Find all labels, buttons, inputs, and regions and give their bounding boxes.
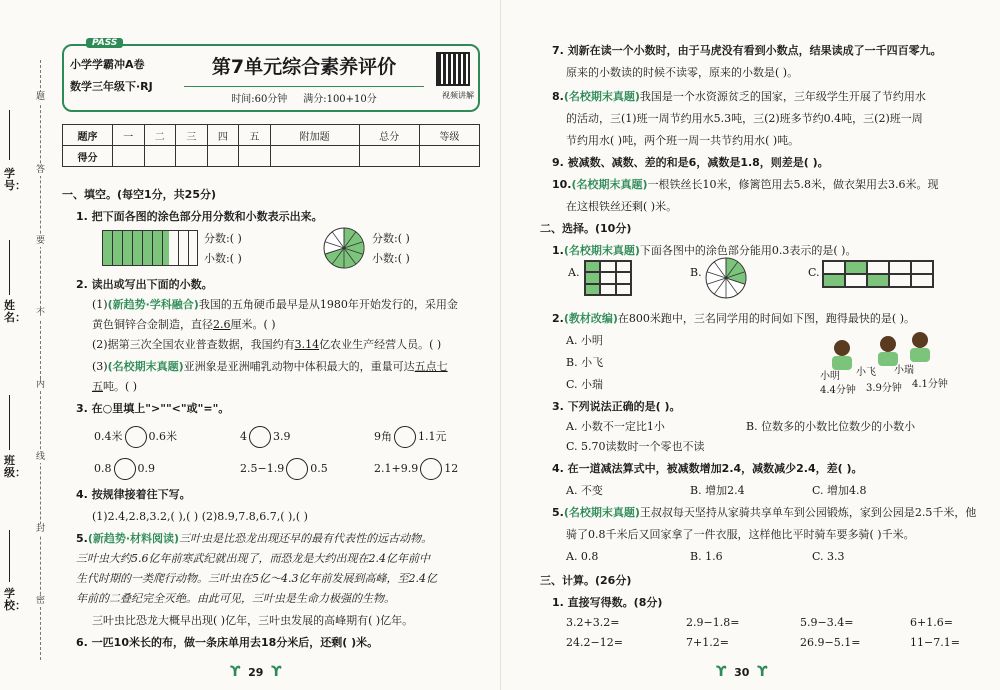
table-cell: 附加题: [270, 125, 359, 146]
table-cell: 二: [144, 125, 176, 146]
answer-blank[interactable]: 厘米。( ): [230, 318, 276, 331]
choice-5: [552, 506, 976, 520]
compare-circle[interactable]: [394, 426, 416, 448]
score-input[interactable]: [419, 146, 479, 167]
seal-char: 密: [36, 596, 48, 607]
section-fill-blank: 一、填空。(每空1分，共25分): [62, 188, 217, 201]
reading-line: 生代时期的一类爬行动物。三叶虫在5亿～4.3亿年前发展到高峰，至2.4亿: [76, 572, 437, 585]
q-text: 黄色铜锌合金制造，直径: [92, 318, 213, 331]
pass-logo: PASS: [86, 38, 123, 48]
compare-circle[interactable]: [249, 426, 271, 448]
underlined-number: 3.14: [294, 338, 320, 351]
class-label: 班级：: [4, 454, 26, 479]
sprout-icon: ϒ: [716, 664, 727, 680]
q-num: (1): [92, 298, 108, 311]
compare-left: 2.1+9.9: [374, 462, 419, 475]
q-text: 我国的五角硬币最早是从1980年开始发行的，采用金: [198, 298, 458, 311]
runner-name: 小瑞: [894, 365, 914, 376]
choice-5-option[interactable]: C. 3.3: [812, 550, 845, 563]
q-num: 1.: [552, 244, 564, 257]
table-cell: 题序: [63, 125, 113, 146]
reading-line: 三叶虫大约5.6亿年前寒武纪就出现了，而恐龙是大约出现在2.4亿年前中: [76, 552, 430, 565]
question-8-line2: 的活动，三(1)班一周节约用水5.3吨，三(2)班多节约0.4吨，三(2)班一周: [566, 112, 923, 125]
table-cell: 四: [207, 125, 239, 146]
grade-name: 数学三年级下·RJ: [70, 80, 153, 93]
table-cell: 三: [176, 125, 208, 146]
score-input[interactable]: [176, 146, 208, 167]
q-text: 一根铁丝长10米，修篱笆用去5.8米，做衣架用去3.6米。现: [647, 178, 939, 191]
choice-5-cont[interactable]: 骑了0.8千米后又回家拿了一件衣服，这样他比平时骑车要多骑( )千米。: [566, 528, 915, 541]
compare-right: 0.5: [310, 462, 328, 475]
sprout-icon: ϒ: [271, 664, 282, 680]
runner-time: 4.4分钟: [820, 385, 856, 396]
question-2-2: [92, 338, 441, 352]
school-label: 学校：: [4, 587, 26, 612]
compare-right: 0.9: [137, 462, 155, 475]
student-id-line: [9, 110, 10, 160]
tag-label: (名校期末真题): [107, 360, 184, 373]
option-b-label[interactable]: B.: [690, 266, 702, 279]
q-text: 王叔叔每天坚持从家骑共享单车到公园锻炼，家到公园是2.5千米，他: [639, 506, 977, 519]
compare-circle[interactable]: [114, 458, 136, 480]
runner-body-icon: [832, 356, 852, 370]
choice-5-option[interactable]: B. 1.6: [690, 550, 723, 563]
choice-4-option[interactable]: A. 不变: [566, 484, 603, 497]
series-name: 小学学霸冲A卷: [70, 58, 145, 71]
q-text: 下面各图中的涂色部分能用0.3表示的是( )。: [639, 244, 857, 257]
runner-time: 4.1分钟: [912, 379, 948, 390]
section-choice: 二、选择。(10分): [540, 222, 632, 235]
question-2-3: [92, 360, 448, 374]
table-cell: 五: [239, 125, 271, 146]
tag-label: (名校期末真题): [563, 244, 640, 257]
sequence-answers[interactable]: (1)2.4,2.8,3.2,( ),( ) (2)8.9,7.8,6.7,( ),( ): [92, 510, 308, 523]
choice-2-option[interactable]: C. 小瑞: [566, 378, 604, 391]
question-8-line3[interactable]: 节约用水( )吨，两个班一周一共节约用水( )吨。: [566, 134, 800, 147]
runner-time: 3.9分钟: [866, 383, 902, 394]
compare-left: 4: [240, 430, 247, 443]
seal-char: 线: [36, 452, 48, 463]
question-2: 2. 读出或写出下面的小数。: [76, 278, 213, 291]
compare-right: 0.6米: [148, 430, 177, 443]
grid-figure-a: [584, 260, 632, 296]
runner-body-icon: [910, 348, 930, 362]
option-a-label[interactable]: A.: [568, 266, 580, 279]
choice-3-option-b[interactable]: B. 位数多的小数比位数少的小数小: [746, 420, 916, 433]
q-num: 5.: [552, 506, 564, 519]
student-id-label: 学号：: [4, 167, 26, 192]
answer-decimal-b[interactable]: 小数:( ): [372, 252, 410, 265]
compare-item: [240, 426, 291, 448]
answer-blank[interactable]: 吨。( ): [103, 380, 138, 393]
exam-meta: [184, 86, 424, 105]
sprout-icon: ϒ: [757, 664, 768, 680]
choice-4-option[interactable]: B. 增加2.4: [690, 484, 745, 497]
compare-item: [94, 458, 155, 480]
compare-right: 3.9: [273, 430, 291, 443]
tag-label: (教材改编): [563, 312, 618, 325]
seal-char: 内: [36, 380, 48, 391]
compare-left: 2.5−1.9: [240, 462, 285, 475]
calc-1: 1. 直接写得数。(8分): [552, 596, 663, 609]
compare-item: [240, 458, 328, 480]
choice-3-option-c[interactable]: C. 5.70读数时一个零也不读: [566, 440, 705, 453]
question-5: [76, 532, 432, 546]
q-text: 三叶虫是比恐龙出现还早的最有代表性的远古动物。: [179, 532, 433, 545]
compare-left: 0.8: [94, 462, 112, 475]
runner-head-icon: [880, 336, 896, 352]
seal-char: 题: [36, 92, 48, 103]
question-7: 7. 刘新在读一个小数时，由于马虎没有看到小数点，结果读成了一千四百零九。: [552, 44, 942, 57]
series-info: [70, 54, 170, 98]
option-c-label[interactable]: C.: [808, 266, 820, 279]
question-10: [552, 178, 939, 192]
compare-item: [374, 458, 458, 480]
q-num: 5.: [76, 532, 88, 545]
tag-label: (名校期末真题): [571, 178, 648, 191]
table-cell: 得分: [63, 146, 113, 167]
choice-2-option[interactable]: A. 小明: [566, 334, 603, 347]
seal-char: 要: [36, 236, 48, 247]
compare-item: [94, 426, 177, 448]
runner-name: 小明: [820, 371, 840, 382]
answer-decimal-a[interactable]: 小数:( ): [204, 252, 242, 265]
tag-label: (名校期末真题): [563, 90, 640, 103]
choice-4: 4. 在一道减法算式中，被减数增加2.4，减数减少2.4，差( )。: [552, 462, 863, 475]
full-score: 满分:100+10分: [303, 94, 377, 105]
q-text: 我国是一个水资源贫乏的国家，三年级学生开展了节约用水: [639, 90, 926, 103]
q-text: 在800米跑中，三名同学用的时间如下图，跑得最快的是( )。: [617, 312, 915, 325]
cut-line: [40, 60, 41, 660]
runner-head-icon: [912, 332, 928, 348]
runners-illustration: [820, 326, 970, 396]
calc-item[interactable]: 3.2+3.2=: [566, 616, 620, 629]
q-num: 8.: [552, 90, 564, 103]
compare-right: 12: [444, 462, 459, 475]
choice-4-option[interactable]: C. 增加4.8: [812, 484, 867, 497]
calc-item[interactable]: 7+1.2=: [686, 636, 729, 649]
compare-item: [374, 426, 447, 448]
question-5-answers[interactable]: 三叶虫比恐龙大概早出现( )亿年，三叶虫发展的高峰期有( )亿年。: [92, 614, 414, 627]
score-input[interactable]: [359, 146, 419, 167]
unshaded-part: [169, 231, 197, 265]
exam-title: 第7单元综合素养评价: [211, 56, 397, 78]
page-divider: [500, 0, 501, 690]
q-text: 亚洲象是亚洲哺乳动物中体积最大的，重量可达: [183, 360, 415, 373]
question-2-1-cont: [92, 318, 276, 332]
seal-char: 不: [36, 308, 48, 319]
question-6: 6. 一匹10米长的布，做一条床单用去18分米后，还剩( )米。: [76, 636, 379, 649]
name-line: [9, 240, 10, 295]
question-1: 1. 把下面各图的涂色部分用分数和小数表示出来。: [76, 210, 323, 223]
choice-3: 3. 下列说法正确的是( )。: [552, 400, 681, 413]
calc-item[interactable]: 2.9−1.8=: [686, 616, 740, 629]
score-input[interactable]: [144, 146, 176, 167]
tag-label: (新趋势·学科融合): [107, 298, 199, 311]
question-3: 3. 在○里填上">""<"或"="。: [76, 402, 230, 415]
calc-item[interactable]: 5.9−3.4=: [800, 616, 854, 629]
runner-head-icon: [834, 340, 850, 356]
answer-fraction-b[interactable]: 分数:( ): [372, 232, 410, 245]
score-input[interactable]: [207, 146, 239, 167]
table-row: [63, 125, 480, 146]
table-cell: 等级: [419, 125, 479, 146]
table-cell: 总分: [359, 125, 419, 146]
class-line: [9, 395, 10, 450]
table-cell: 一: [113, 125, 145, 146]
choice-2-option[interactable]: B. 小飞: [566, 356, 604, 369]
seal-char: 答: [36, 165, 48, 176]
grid-figure-c: [822, 260, 934, 288]
question-10-cont[interactable]: 在这根铁丝还剩( )米。: [566, 200, 678, 213]
table-row: [63, 146, 480, 167]
underlined-number: 五: [92, 380, 103, 393]
exam-header: [62, 38, 480, 112]
qr-code-icon[interactable]: [436, 52, 470, 86]
fraction-bar-figure: [102, 230, 198, 266]
calc-item[interactable]: 11−7.1=: [910, 636, 960, 649]
question-2-1: [92, 298, 458, 312]
pie-figure: [322, 226, 366, 270]
question-7-cont[interactable]: 原来的小数读的时候不读零，原来的小数是( )。: [566, 66, 799, 79]
answer-fraction-a[interactable]: 分数:( ): [204, 232, 242, 245]
tag-label: (名校期末真题): [563, 506, 640, 519]
name-label: 姓名：: [4, 299, 26, 324]
compare-left: 0.4米: [94, 430, 123, 443]
compare-left: 9角: [374, 430, 392, 443]
q-num: (3): [92, 360, 108, 373]
runner-name: 小飞: [856, 367, 876, 378]
q-num: 2.: [552, 312, 564, 325]
seal-char: 封: [36, 524, 48, 535]
choice-3-option-a[interactable]: A. 小数不一定比1小: [566, 420, 665, 433]
answer-blank[interactable]: 亿农业生产经营人员。( ): [319, 338, 442, 351]
reading-line: 年前的二叠纪完全灭绝。由此可见，三叶虫是生命力极强的生物。: [76, 592, 395, 605]
compare-right: 1.1元: [418, 430, 447, 443]
page-number-right: [716, 664, 768, 680]
compare-circle[interactable]: [420, 458, 442, 480]
underlined-number: 2.6: [213, 318, 231, 331]
question-4: 4. 按规律接着往下写。: [76, 488, 191, 501]
score-table: [62, 124, 480, 167]
q-text: (2)据第三次全国农业普查数据，我国约有: [92, 338, 295, 351]
page-number: 30: [734, 666, 750, 679]
sprout-icon: ϒ: [230, 664, 241, 680]
score-input[interactable]: [239, 146, 271, 167]
calc-item[interactable]: 26.9−5.1=: [800, 636, 861, 649]
score-input[interactable]: [270, 146, 359, 167]
time-limit: 时间:60分钟: [231, 94, 288, 105]
question-9: 9. 被减数、减数、差的和是6，减数是1.8，则差是( )。: [552, 156, 829, 169]
compare-circle[interactable]: [286, 458, 308, 480]
section-calculation: 三、计算。(26分): [540, 574, 632, 587]
calc-item[interactable]: 24.2−12=: [566, 636, 623, 649]
qr-label: 视频讲解: [442, 91, 474, 100]
page-number: 29: [248, 666, 264, 679]
question-8: [552, 90, 926, 104]
page-number-left: [230, 664, 282, 680]
q-num: 10.: [552, 178, 572, 191]
school-line: [9, 530, 10, 582]
score-input[interactable]: [113, 146, 145, 167]
compare-circle[interactable]: [125, 426, 147, 448]
pie-figure-b: [704, 256, 748, 300]
question-2-3-cont: [92, 380, 137, 394]
shaded-part: [103, 231, 169, 265]
tag-label: (新趋势·材料阅读): [87, 532, 180, 545]
choice-5-option[interactable]: A. 0.8: [566, 550, 599, 563]
choice-2: [552, 312, 915, 326]
binding-gutter: [0, 0, 56, 690]
underlined-number: 五点七: [414, 360, 448, 373]
calc-item[interactable]: 6+1.6=: [910, 616, 953, 629]
